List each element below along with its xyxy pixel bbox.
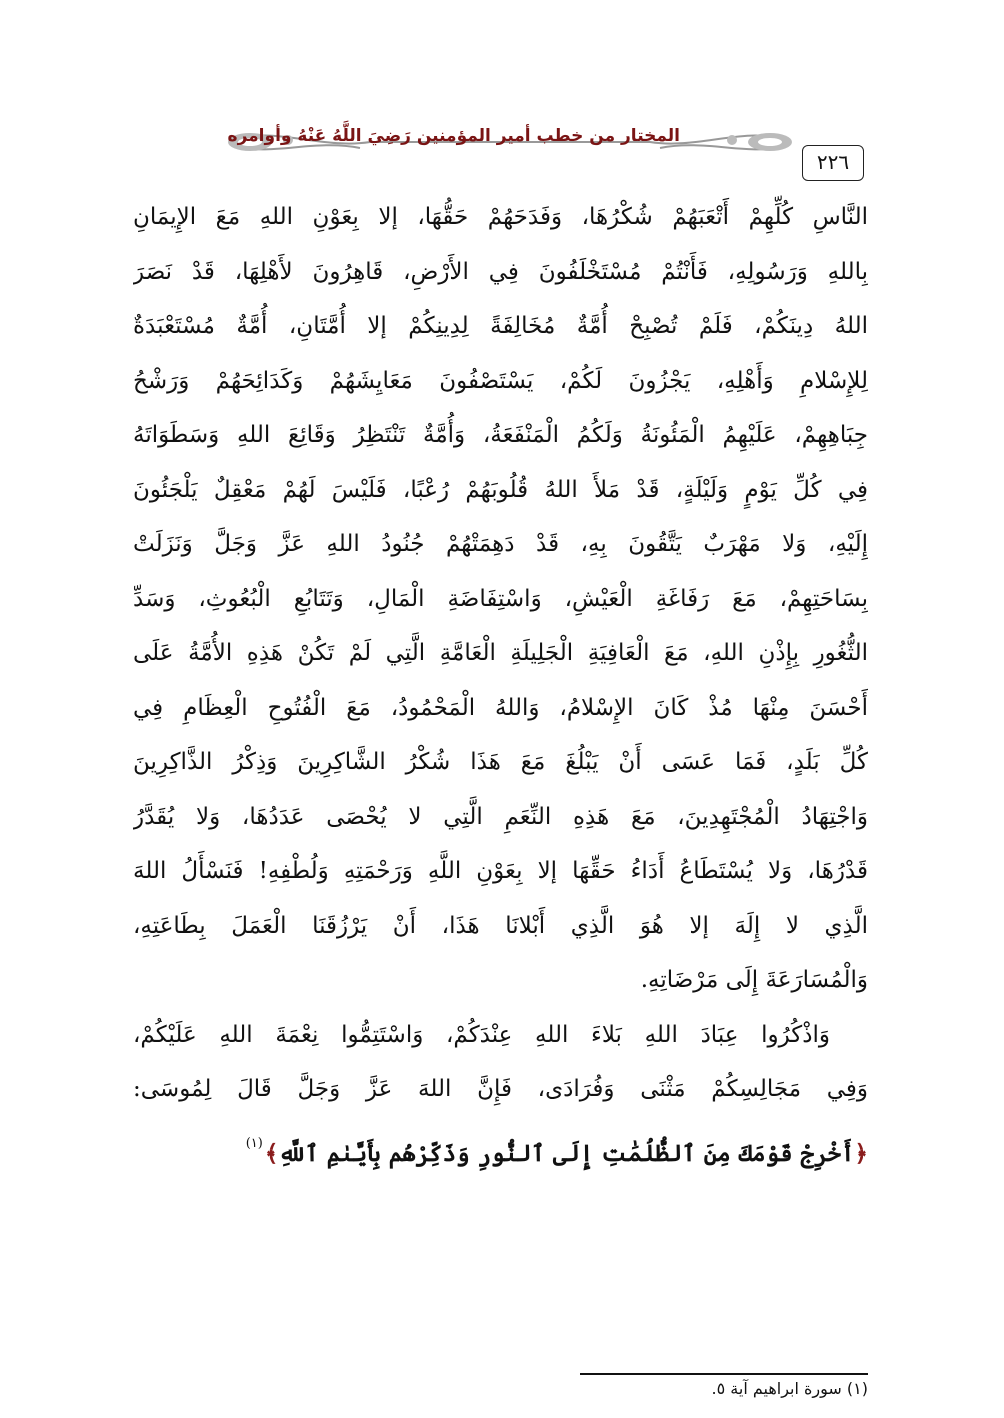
- verse-text: أَخْرِجْ قَوْمَكَ مِنَ ٱلظُّلُمَٰتِ إِلَى ٱلنُّورِ وَذَكِّرْهُم بِأَيَّىٰمِ ٱللَّهِ: [278, 1139, 855, 1167]
- text-line: قَدْرُهَا، وَلا يُسْتَطَاعُ أَدَاءُ حَقِّهَا إلا بِعَوْنِ اللَّهِ وَرَحْمَتِهِ وَلُطْفِهِ! فَنَسْأَلُ اللهَ: [133, 858, 868, 884]
- page-header: [140, 120, 880, 180]
- text-line: إِلَيْهِ، وَلا مَهْرَبٌ يَتَّقُونَ بِهِ، قَدْ دَهِمَتْهُمْ جُنُودُ اللهِ عَزَّ وَجَلَّ وَنَزَلَتْ: [133, 531, 868, 557]
- text-line: فِي كُلِّ يَوْمٍ وَلَيْلَةٍ، قَدْ مَلأَ اللهُ قُلُوبَهُمْ رُعْبًا، فَلَيْسَ لَهُمْ مَعْقِلٌ يَلْجَئُونَ: [133, 476, 868, 503]
- footnote-marker: (١): [846, 1379, 868, 1398]
- text-line: جِبَاهِهِمْ، عَلَيْهِمُ الْمَئُونَةُ وَلَكُمُ الْمَنْفَعَةُ، وَأُمَّةٌ تَنْتَظِرُ وَقَائِعَ اللهِ وَسَطَوَاتَهُ: [133, 422, 868, 448]
- verse-close-bracket: ﴾: [264, 1139, 279, 1167]
- text-line: الثُّغُورِ بِإِذْنِ اللهِ، مَعَ الْعَافِيَةِ الْجَلِيلَةِ الْعَامَّةِ الَّتِي لَمْ تَكُنْ هَذِهِ الأُمَّةُ عَلَى: [133, 640, 868, 666]
- footnote-text: سورة ابراهيم آية ٥.: [711, 1379, 842, 1398]
- text-line: بِاللهِ وَرَسُولِهِ، فَأَنْتُمْ مُسْتَخْلَفُونَ فِي الأَرْضِ، قَاهِرُونَ لأَهْلِهَا، قَدْ نَصَرَ: [133, 258, 868, 285]
- verse-open-bracket: ﴿: [854, 1139, 868, 1167]
- footnote-reference: (١): [245, 1135, 263, 1151]
- footnote-divider: [580, 1373, 868, 1375]
- footnote: [480, 1379, 868, 1398]
- running-header-title: المختار من خطب أمير المؤمنين رَضِيَ اللَّهُ عَنْهُ وأوامره: [227, 126, 680, 146]
- text-line: النَّاسِ كُلِّهِمْ أَتْعَبَهُمْ شُكْرُهَا، وَفَدَحَهُمْ حَقُّهَا، إلا بِعَوْنِ اللهِ مَعَ الإِيمَانِ: [133, 204, 868, 230]
- text-line: وَالْمُسَارَعَةَ إِلَى مَرْضَاتِهِ.: [640, 967, 868, 993]
- text-line: الَّذِي لا إِلَهَ إلا هُوَ الَّذِي أَبْلانَا هَذَا، أَنْ يَرْزُقَنَا الْعَمَلَ بِطَاعَتِهِ،: [133, 912, 868, 939]
- text-line: وَاجْتِهَادُ الْمُجْتَهِدِينَ، مَعَ هَذِهِ النِّعَمِ الَّتِي لا يُحْصَى عَدَدُهَا، وَلا يُقَدَّرُ: [133, 803, 868, 830]
- quran-verse: [133, 1117, 868, 1172]
- page-number: ٢٢٦: [802, 145, 864, 181]
- text-line: بِسَاحَتِهِمْ، مَعَ رَفَاغَةِ الْعَيْشِ، وَاسْتِفَاضَةِ الْمَالِ، وَتَتَابُعِ الْبُعُوثِ، وَسَدِّ: [133, 585, 868, 612]
- text-line: وَفِي مَجَالِسِكُمْ مَثْنَى وَفُرَادَى، فَإِنَّ اللهَ عَزَّ وَجَلَّ قَالَ لِمُوسَى:: [133, 1076, 868, 1102]
- text-line: كُلِّ بَلَدٍ، فَمَا عَسَى أَنْ يَبْلُغَ مَعَ هَذَا شُكْرُ الشَّاكِرِينَ وَذِكْرُ الذَّاكِرِينَ: [133, 749, 868, 775]
- text-line: وَاذْكُرُوا عِبَادَ اللهِ بَلاءَ اللهِ عِنْدَكُمْ، وَاسْتَتِمُّوا نِعْمَةَ اللهِ عَلَيْكُمْ،: [133, 1021, 830, 1048]
- text-line: أَحْسَنَ مِنْهَا مُذْ كَانَ الإِسْلامُ، وَاللهُ الْمَحْمُودُ، مَعَ الْفُتُوحِ الْعِظَامِ فِي: [133, 694, 868, 721]
- main-text: [133, 190, 868, 1171]
- text-line: لِلإِسْلامِ وَأَهْلِهِ، يَجْزُونَ لَكُمْ، يَسْتَصْفُونَ مَعَايِشَهُمْ وَكَدَائِحَهُمْ وَرَشْحُ: [133, 367, 868, 394]
- text-line: اللهُ دِينَكُمْ، فَلَمْ تُصْبِحْ أُمَّةٌ مُخَالِفَةً لِدِينِكُمْ إلا أُمَّتَانِ، أُمَّةٌ مُسْتَعْبَدَةٌ: [133, 313, 868, 339]
